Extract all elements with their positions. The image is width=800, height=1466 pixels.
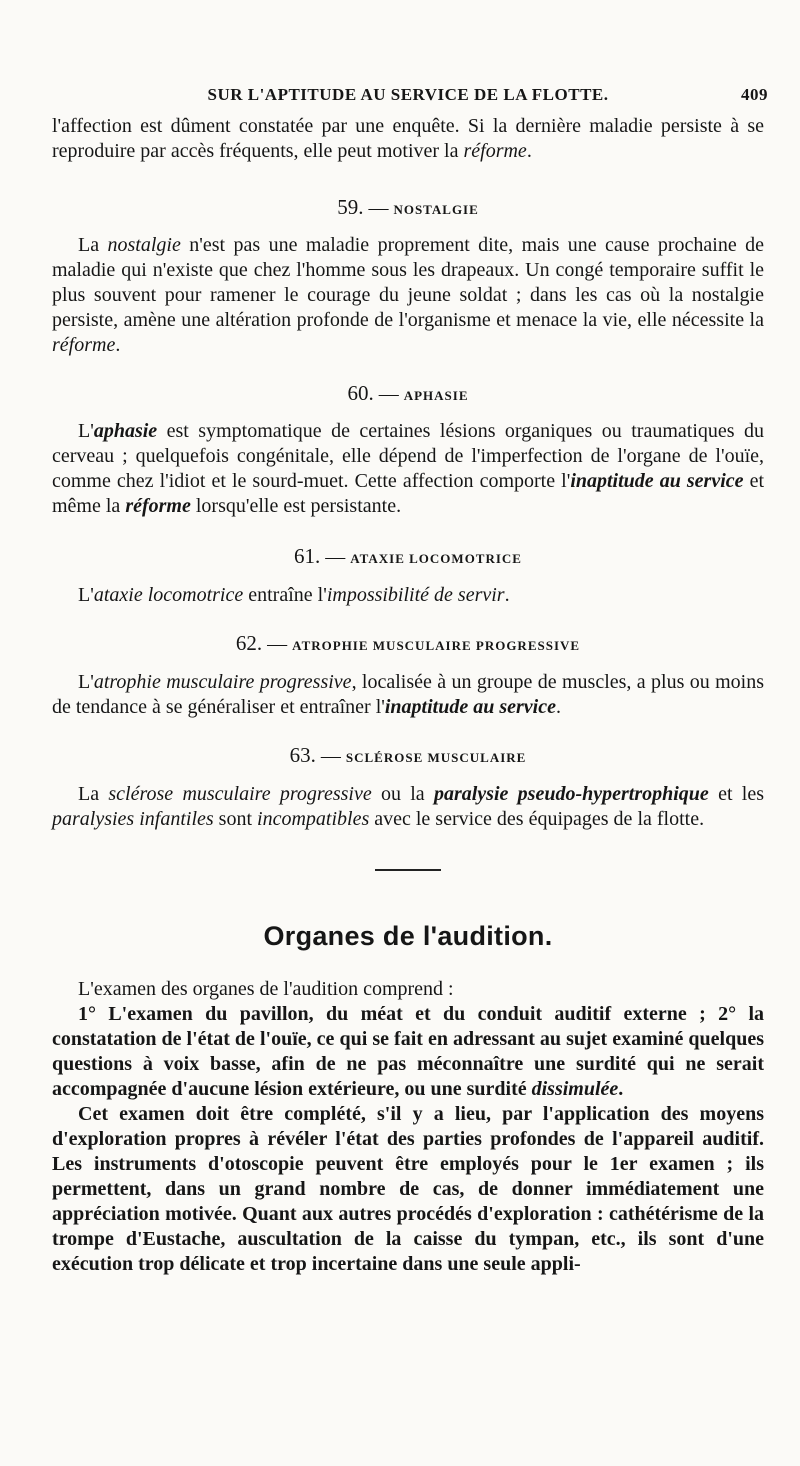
running-title: SUR L'APTITUDE AU SERVICE DE LA FLOTTE.	[207, 85, 609, 104]
paragraph-audition-intro: L'examen des organes de l'audition comprend :	[78, 978, 454, 1000]
heading-61: 61. — ATAXIE LOCOMOTRICE	[294, 544, 522, 568]
intro-paragraph: l'affection est dûment constatée par une enquête. Si la dernière maladie persiste à se reproduire par accès fréquents, elle peut motiver la réforme.	[52, 115, 764, 162]
heading-62: 62. — ATROPHIE MUSCULAIRE PROGRESSIVE	[235, 631, 581, 655]
paragraph-ataxie: L'ataxie locomotrice entraîne l'impossibilité de servir.	[78, 584, 510, 606]
paragraph-nostalgie: La nostalgie n'est pas une maladie proprement dite, mais une cause prochaine de maladie qui n'existe que chez l'homme sous les drapeaux. Un congé temporaire suffit le plus souvent pour ramener le courage du jeune soldat ; dans les cas où la nostalgie persiste, amène une altération profonde de l'organisme et menace la vie, elle nécessite la réforme.	[52, 234, 765, 356]
heading-60: 60. — APHASIE	[347, 381, 469, 405]
running-head	[52, 85, 768, 107]
paragraph-atrophie: L'atrophie musculaire progressive, localisée à un groupe de muscles, a plus ou moins de tendance à se généraliser et entraîner l'inaptitude au service.	[52, 671, 764, 718]
book-page	[52, 0, 768, 1277]
paragraph-audition-1: 1° L'examen du pavillon, du méat et du conduit auditif externe ; 2° la constatation de l'état de l'ouïe, ce qui se fait en adressant au sujet examiné quelques questions à voix basse, afin de ne pas méconnaître une surdité qui ne serait accompagnée d'aucune lésion extérieure, ou une surdité dissimulée.	[52, 1003, 764, 1100]
paragraph-audition-2: Cet examen doit être complété, s'il y a lieu, par l'application des moyens d'exploration propres à révéler l'état des parties profondes de l'appareil auditif. Les instruments d'otoscopie peuvent être employés pour le 1er examen ; ils permettent, dans un grand nombre de cas, de donner immédiatement une appréciation motivée. Quant aux autres procédés d'exploration : cathétérisme de la trompe d'Eustache, auscultation de la caisse du tympan, etc., ils sont d'une exécution trop délicate et trop incertaine dans une seule appli-	[52, 1103, 764, 1275]
section-title: Organes de l'audition.	[263, 921, 553, 951]
heading-59: 59. — NOSTALGIE	[337, 195, 479, 219]
paragraph-sclerose: La sclérose musculaire progressive ou la paralysie pseudo-hypertrophique et les paralysies infantiles sont incompatibles avec le service des équipages de la flotte.	[52, 783, 765, 830]
paragraph-aphasie: L'aphasie est symptomatique de certaines lésions organiques ou traumatiques du cerveau ; quelquefois congénitale, elle dépend de l'imperfection de l'organe de l'ouïe, comme chez l'idiot et le sourd-muet. Cette affection comporte l'inaptitude au service et même la réforme lorsqu'elle est persistante.	[52, 420, 764, 517]
page-number: 409	[741, 85, 768, 104]
heading-63: 63. — SCLÉROSE MUSCULAIRE	[289, 743, 527, 767]
